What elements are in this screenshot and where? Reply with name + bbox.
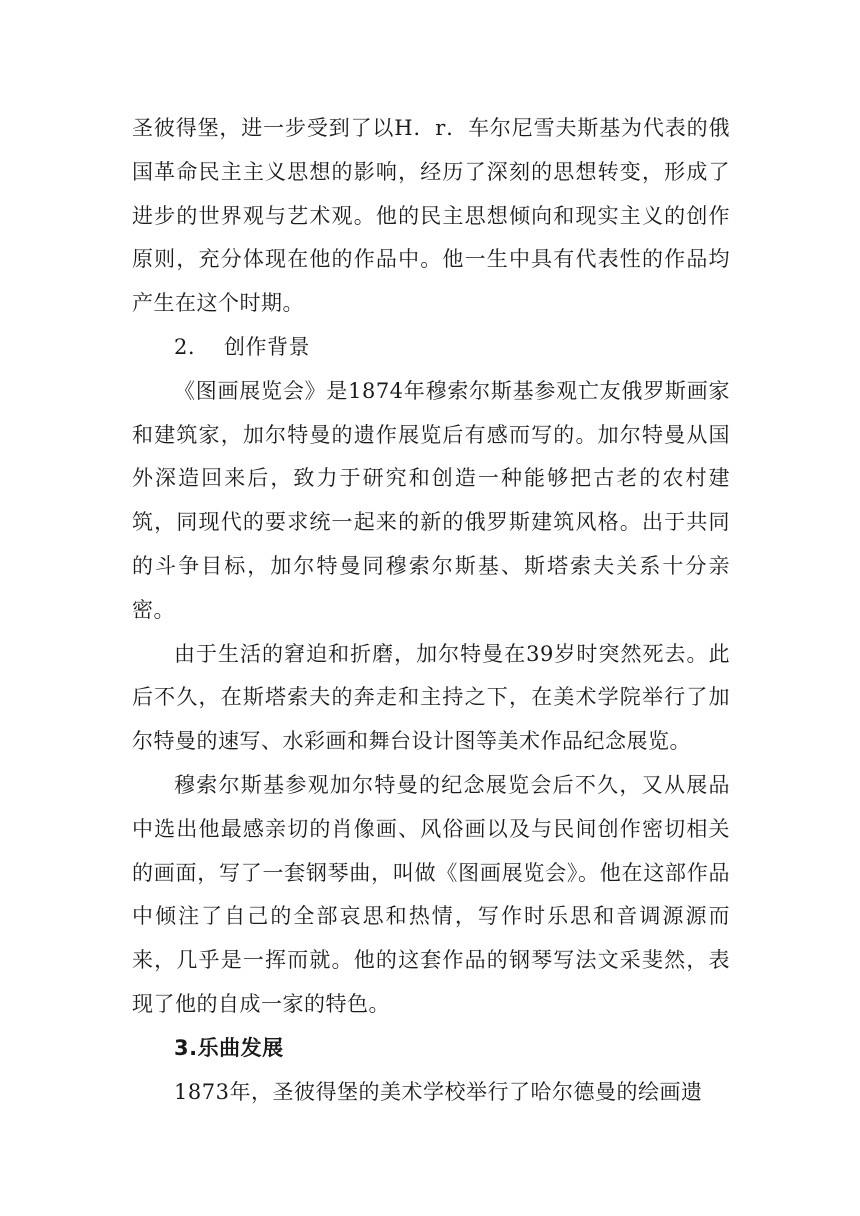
section-heading-creation-background	[132, 326, 730, 370]
paragraph-pictures-exhibition: 《图画展览会》是1874年穆索尔斯基参观亡友俄罗斯画家和建筑家，加尔特曼的遗作展览后有感而写的。加尔特曼从国外深造回来后，致力于研究和创造一种能够把古老的农村建筑，同现代的要求统一起来的新的俄罗斯建筑风格。出于共同的斗争目标，加尔特曼同穆索尔斯基、斯塔索夫关系十分亲密。	[132, 378, 730, 622]
paragraph-intro-continued: 圣彼得堡，进一步受到了以H．r．车尔尼雪夫斯基为代表的俄国革命民主主义思想的影响，经历了深刻的思想转变，形成了进步的世界观与艺术观。他的民主思想倾向和现实主义的创作原则，充分体现在他的作品中。他一生中具有代表性的作品均产生在这个时期。	[132, 116, 730, 316]
section-number: 2.	[174, 334, 196, 359]
paragraph-piano-suite: 穆索尔斯基参观加尔特曼的纪念展览会后不久，又从展品中选出他最感亲切的肖像画、风俗画以及与民间创作密切相关的画面，写了一套钢琴曲，叫做《图画展览会》。他在这部作品中倾注了自己的全部哀思和热情，写作时乐思和音调源源而来，几乎是一挥而就。他的这套作品的钢琴写法文采斐然，表现了他的自成一家的特色。	[132, 772, 730, 1016]
section-title: 创作背景	[224, 334, 310, 359]
document-body	[132, 107, 730, 1114]
paragraph-1873: 1873年，圣彼得堡的美术学校举行了哈尔德曼的绘画遗	[174, 1079, 703, 1104]
section-heading-development: 3.乐曲发展	[174, 1035, 284, 1060]
paragraph-hartmann-death: 由于生活的窘迫和折磨，加尔特曼在39岁时突然死去。此后不久，在斯塔索夫的奔走和主持之下，在美术学院举行了加尔特曼的速写、水彩画和舞台设计图等美术作品纪念展览。	[132, 641, 730, 754]
